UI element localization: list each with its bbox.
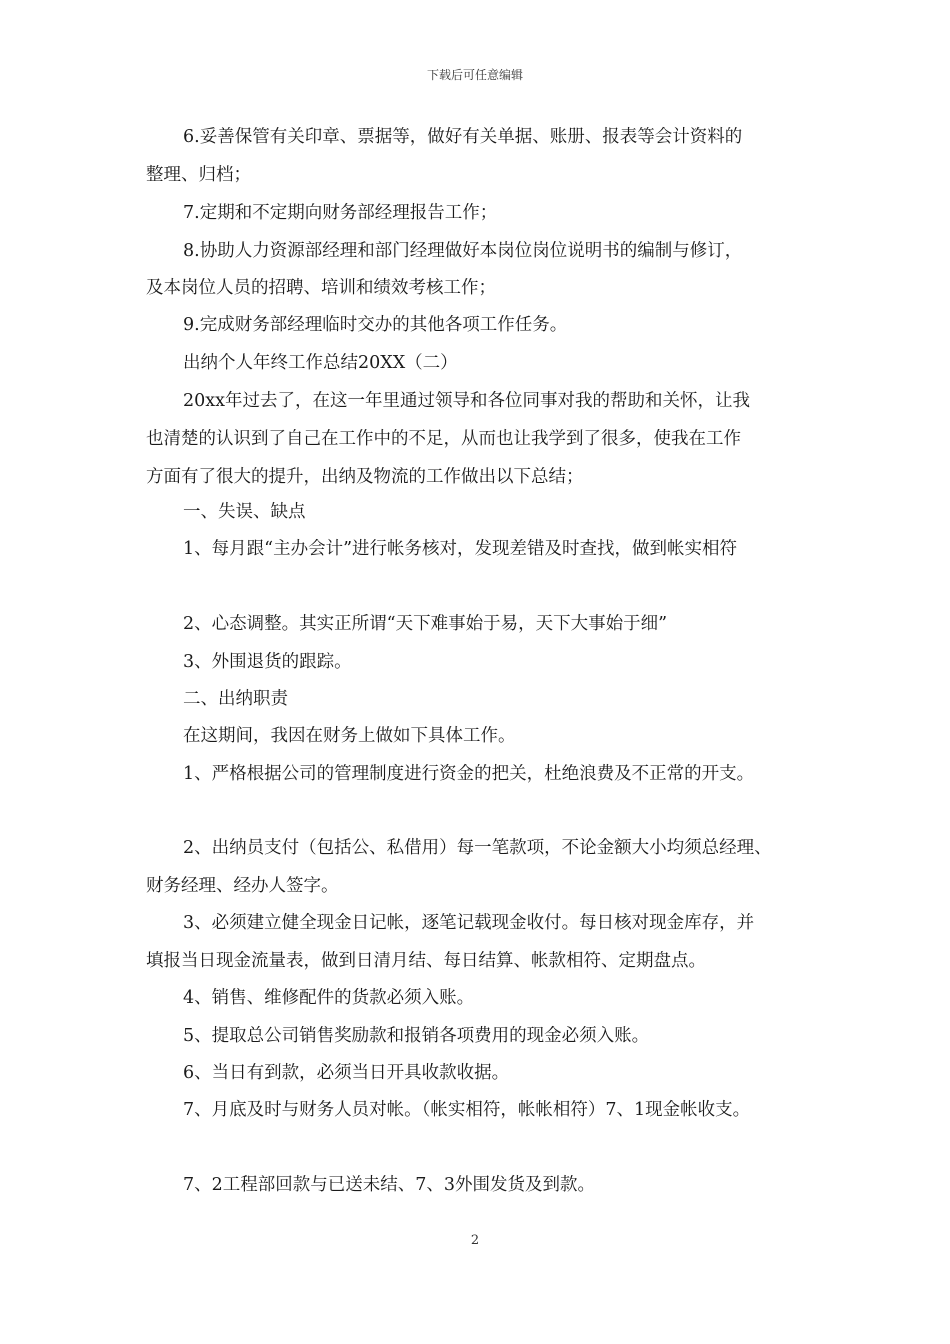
paragraph-line: 也清楚的认识到了自己在工作中的不足，从而也让我学到了很多，使我在工作 — [146, 429, 741, 449]
paragraph-line: 填报当日现金流量表，做到日清月结、每日结算、帐款相符、定期盘点。 — [146, 951, 706, 971]
paragraph-line: 4、销售、维修配件的货款必须入账。 — [183, 988, 475, 1008]
paragraph-line: 在这期间，我因在财务上做如下具体工作。 — [183, 726, 516, 746]
paragraph-line: 及本岗位人员的招聘、培训和绩效考核工作； — [146, 278, 496, 298]
subheading: 二、出纳职责 — [183, 689, 288, 709]
paragraph-line: 7.定期和不定期向财务部经理报告工作； — [183, 203, 498, 223]
paragraph-line: 9.完成财务部经理临时交办的其他各项工作任务。 — [183, 315, 568, 335]
paragraph-line: 6.妥善保管有关印章、票据等，做好有关单据、账册、报表等会计资料的 — [183, 127, 743, 147]
paragraph-line: 7、月底及时与财务人员对帐。（帐实相符，帐帐相符）7、1现金帐收支。 — [183, 1100, 751, 1120]
page-header: 下载后可任意编辑 — [426, 68, 523, 82]
paragraph-line: 7、2工程部回款与已送未结、7、3外围发货及到款。 — [183, 1175, 596, 1195]
paragraph-line: 整理、归档； — [146, 165, 251, 185]
paragraph-line: 财务经理、经办人签字。 — [146, 876, 339, 896]
paragraph-line: 2、心态调整。其实正所谓“天下难事始于易，天下大事始于细” — [183, 614, 668, 634]
paragraph-line: 3、外围退货的跟踪。 — [183, 652, 352, 672]
paragraph-line: 3、必须建立健全现金日记帐，逐笔记载现金收付。每日核对现金库存，并 — [183, 913, 755, 933]
subheading: 一、失误、缺点 — [183, 502, 306, 522]
paragraph-line: 方面有了很大的提升，出纳及物流的工作做出以下总结； — [146, 467, 584, 487]
paragraph-line: 6、当日有到款，必须当日开具收款收据。 — [183, 1063, 510, 1083]
paragraph-line: 5、提取总公司销售奖励款和报销各项费用的现金必须入账。 — [183, 1026, 650, 1046]
section-title: 出纳个人年终工作总结20XX（二） — [183, 353, 458, 373]
paragraph-line: 1、严格根据公司的管理制度进行资金的把关，杜绝浪费及不正常的开支。 — [183, 764, 755, 784]
page-number: 2 — [470, 1233, 480, 1248]
paragraph-line: 8.协助人力资源部经理和部门经理做好本岗位岗位说明书的编制与修订， — [183, 241, 743, 261]
paragraph-line: 2、出纳员支付（包括公、私借用）每一笔款项，不论金额大小均须总经理、 — [183, 838, 772, 858]
paragraph-line: 1、每月跟“主办会计”进行帐务核对，发现差错及时查找，做到帐实相符 — [183, 539, 738, 559]
paragraph-line: 20xx年过去了，在这一年里通过领导和各位同事对我的帮助和关怀，让我 — [183, 391, 751, 411]
